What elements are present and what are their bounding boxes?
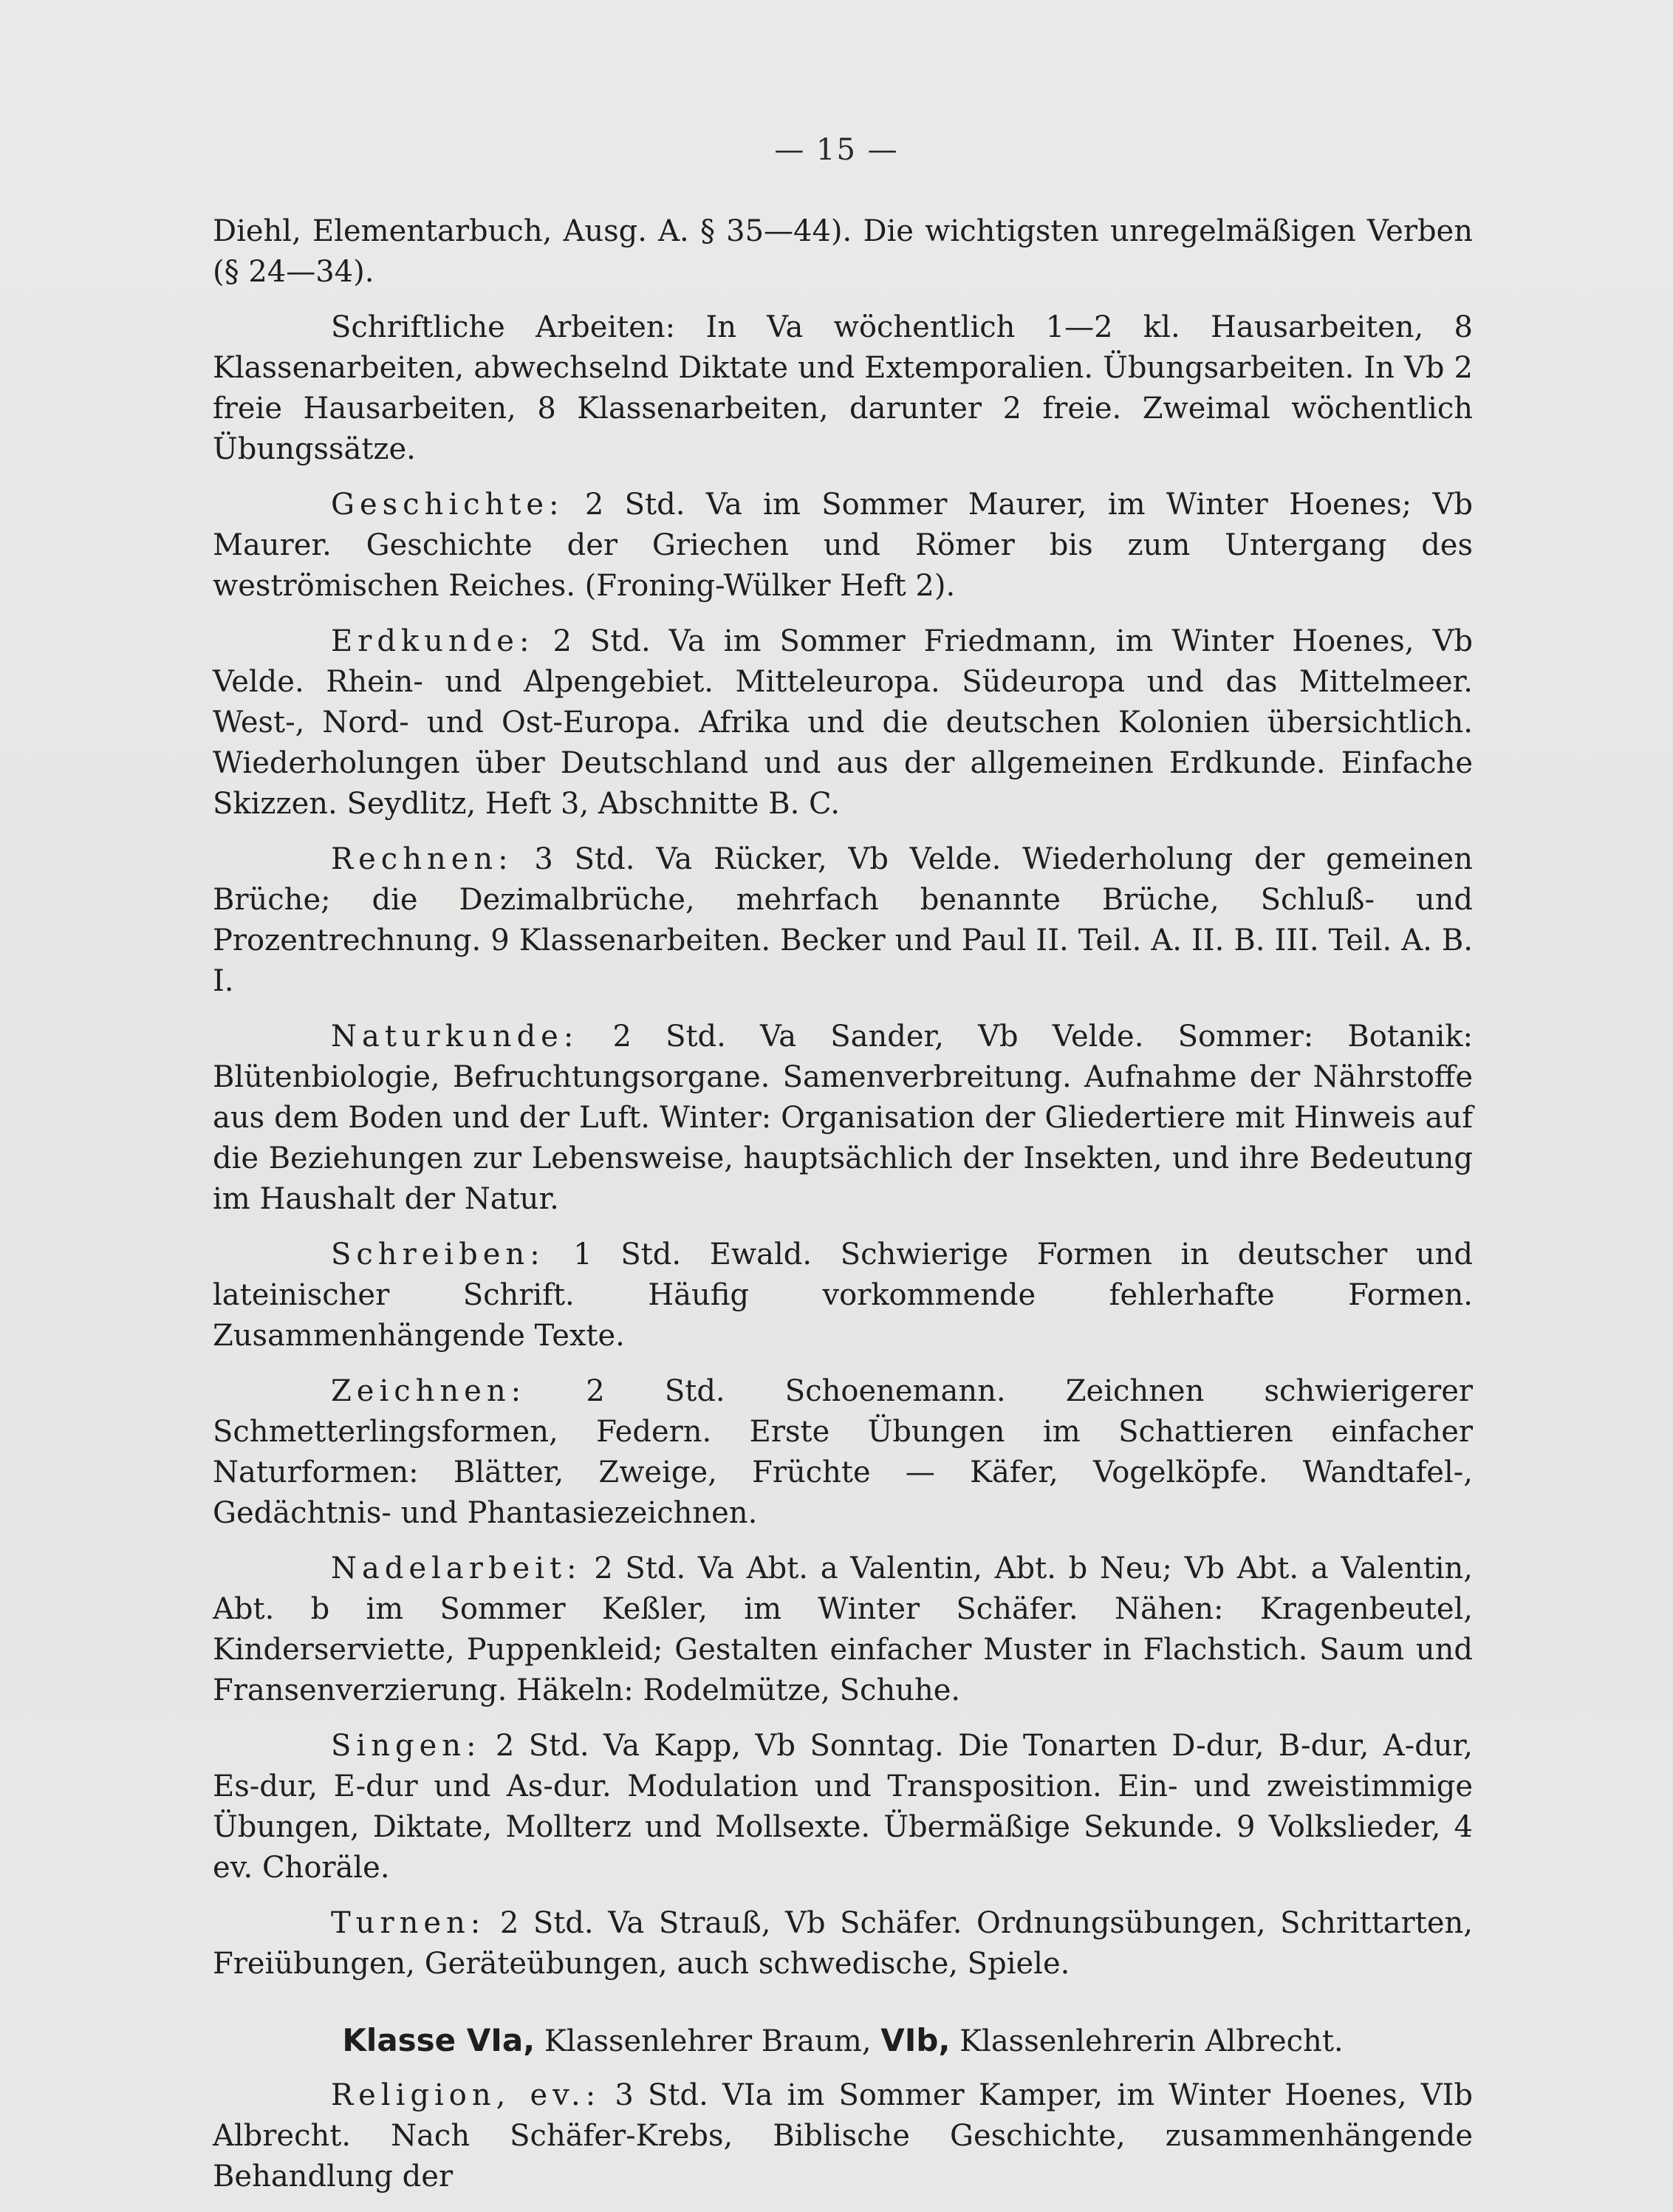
paragraph-geschichte bbox=[213, 485, 1473, 607]
paragraph-singen bbox=[213, 1726, 1473, 1888]
paragraph-nadelarbeit bbox=[213, 1549, 1473, 1711]
section-class-b: VIb, bbox=[880, 2022, 951, 2058]
paragraph-naturkunde bbox=[213, 1017, 1473, 1220]
subject-label: Geschichte: bbox=[331, 488, 564, 522]
paragraph-religion bbox=[213, 2075, 1473, 2197]
paragraph-text: 2 Std. Va Sander, Vb Velde. Sommer: Botanik: Blütenbiologie, Befruchtungsorgane. Samenverbreitung. Aufnahme der Nährstoffe aus dem Boden und der Luft. Winter: Organisation der Gliedertiere mit Hinweis auf die Beziehungen zur Lebensweise, hauptsächlich der Insekten, und ihre Bedeutung im Haushalt der Natur. bbox=[213, 1020, 1473, 1216]
paragraph-text: 1 Std. Ewald. Schwierige Formen in deutscher und lateinischer Schrift. Häufig vorkommende fehlerhafte Formen. Zusammenhängende Texte. bbox=[213, 1238, 1473, 1353]
paragraph-rechnen bbox=[213, 839, 1473, 1002]
subject-label: Rechnen: bbox=[331, 842, 513, 876]
paragraph-zeichnen bbox=[213, 1371, 1473, 1534]
paragraph-text: 3 Std. VIa im Sommer Kamper, im Winter Hoenes, VIb Albrecht. Nach Schäfer-Krebs, Biblische Geschichte, zusammenhängende Behandlung der bbox=[213, 2078, 1474, 2194]
section-teacher-a: Klassenlehrer Braum, bbox=[544, 2024, 872, 2058]
paragraph-text: 2 Std. Va im Sommer Friedmann, im Winter Hoenes, Vb Velde. Rhein- und Alpengebiet. Mitteleuropa. Südeuropa und das Mittelmeer. West-, Nord- und Ost-Europa. Afrika und die deutschen Kolonien übersichtlich. Wiederholungen über Deutschland und aus der allgemeinen Erdkunde. Einfache Skizzen. Seydlitz, Heft 3, Abschnitte B. C. bbox=[213, 624, 1474, 821]
section-heading bbox=[213, 2020, 1473, 2062]
paragraph-continuation bbox=[213, 211, 1473, 293]
subject-label: Nadelarbeit: bbox=[331, 1552, 582, 1585]
subject-label: Religion, ev.: bbox=[331, 2078, 601, 2112]
paragraph-text: 2 Std. Va Strauß, Vb Schäfer. Ordnungsübungen, Schrittarten, Freiübungen, Geräteübungen, auch schwedische, Spiele. bbox=[213, 1906, 1473, 1981]
paragraph-erdkunde bbox=[213, 621, 1473, 825]
paragraph-schreiben bbox=[213, 1235, 1473, 1356]
subject-label: Zeichnen: bbox=[331, 1374, 527, 1408]
paragraph-text: Schriftliche Arbeiten: In Va wöchentlich 1—2 kl. Hausarbeiten, 8 Klassenarbeiten, abwechselnd Diktate und Extemporalien. Übungsarbeiten. In Vb 2 freie Hausarbeiten, 8 Klassenarbeiten, darunter 2 freie. Zweimal wöchentlich Übungssätze. bbox=[213, 310, 1473, 466]
subject-label: Naturkunde: bbox=[331, 1020, 579, 1054]
subject-label: Turnen: bbox=[331, 1906, 486, 1940]
paragraph-turnen bbox=[213, 1903, 1473, 1984]
section-class-a: Klasse VIa, bbox=[342, 2022, 536, 2058]
section-teacher-b: Klassenlehrerin Albrecht. bbox=[959, 2024, 1344, 2058]
subject-label: Erdkunde: bbox=[331, 624, 535, 658]
paragraph-text: 2 Std. Schoenemann. Zeichnen schwierigerer Schmetterlingsformen, Federn. Erste Übungen im Schattieren einfacher Naturformen: Blätter, Zweige, Früchte — Käfer, Vogelköpfe. Wandtafel-, Gedächtnis- und Phantasiezeichnen. bbox=[213, 1374, 1473, 1530]
page-number: — 15 — bbox=[774, 133, 899, 167]
paragraph-text: 2 Std. Va Abt. a Valentin, Abt. b Neu; Vb Abt. a Valentin, Abt. b im Sommer Keßler, im Winter Schäfer. Nähen: Kragenbeutel, Kinderserviette, Puppenkleid; Gestalten einfacher Muster in Flachstich. Saum und Fransenverzierung. Häkeln: Rodelmütze, Schuhe. bbox=[213, 1552, 1474, 1707]
subject-label: Schreiben: bbox=[331, 1238, 545, 1271]
paragraph-text: 2 Std. Va im Sommer Maurer, im Winter Hoenes; Vb Maurer. Geschichte der Griechen und Römer bis zum Untergang des weströmischen Reiches. (Froning-Wülker Heft 2). bbox=[213, 488, 1473, 603]
paragraph-text: 2 Std. Va Kapp, Vb Sonntag. Die Tonarten D-dur, B-dur, A-dur, Es-dur, E-dur und As-dur. Modulation und Transposition. Ein- und zweistimmige Übungen, Diktate, Mollterz und Mollsexte. Übermäßige Sekunde. 9 Volkslieder, 4 ev. Choräle. bbox=[213, 1729, 1474, 1885]
paragraph-schriftliche-arbeiten bbox=[213, 307, 1473, 470]
page-body bbox=[213, 211, 1473, 2212]
paragraph-text: 3 Std. Va Rücker, Vb Velde. Wiederholung der gemeinen Brüche; die Dezimalbrüche, mehrfach benannte Brüche, Schluß- und Prozentrechnung. 9 Klassenarbeiten. Becker und Paul II. Teil. A. II. B. III. Teil. A. B. I. bbox=[213, 842, 1473, 998]
paragraph-text: Diehl, Elementarbuch, Ausg. A. § 35—44). Die wichtigsten unregelmäßigen Verben (§ 24—34). bbox=[213, 214, 1473, 289]
subject-label: Singen: bbox=[331, 1729, 482, 1763]
